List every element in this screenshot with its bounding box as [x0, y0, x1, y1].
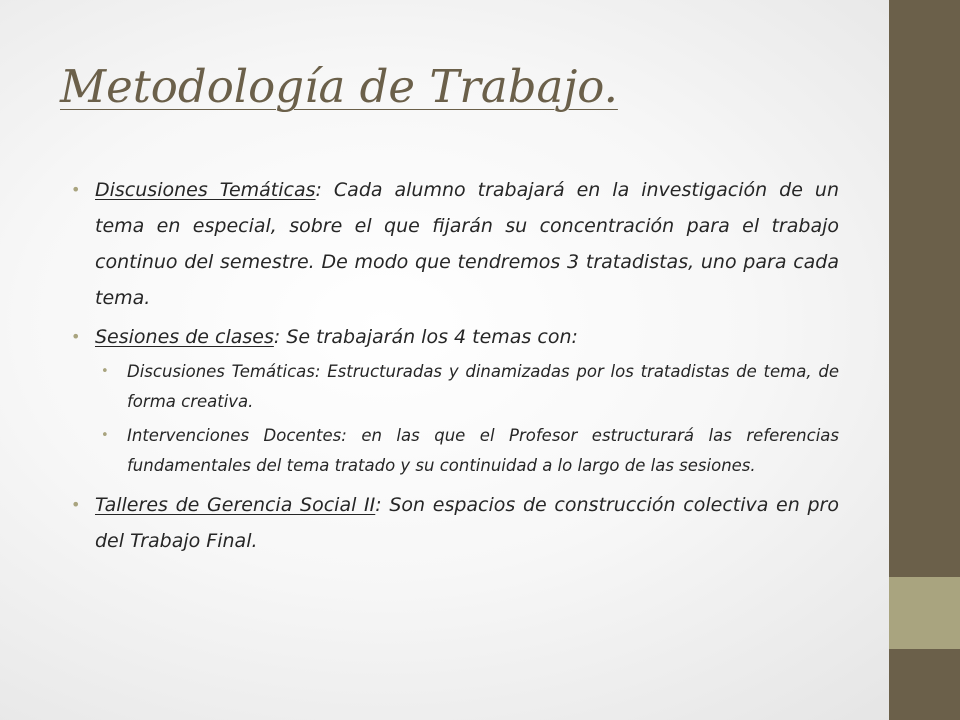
sub-bullet-discusiones: • Discusiones Temáticas: Estructuradas y dinamizadas por los tratadistas de tema, de forma creativa.: [101, 357, 839, 417]
bullet-text: : Son espacios de construcción colectiva en pro del Trabajo Final.: [95, 494, 839, 552]
bullet-term: Discusiones Temáticas: [95, 179, 316, 201]
sub-bullet-intervenciones: • Intervenciones Docentes: en las que el Profesor estructurará las referencias fundamentales del tema tratado y su continuidad a lo largo de las sesiones.: [101, 421, 839, 481]
bullet-text: : Se trabajarán los 4 temas con:: [273, 326, 578, 348]
bullet-discusiones-tematicas: [71, 172, 839, 316]
bullet-term: Talleres de Gerencia Social II: [95, 494, 376, 516]
side-panel: [889, 0, 960, 720]
bullet-text: : Cada alumno trabajará en la investigación de un tema en especial, sobre el que fijarán su concentración para el trabajo continuo del semestre. De modo que tendremos 3 tratadistas, uno para cada tema.: [95, 179, 839, 309]
slide-title: Metodología de Trabajo.: [60, 60, 618, 113]
bullet-sesiones-de-clases: [71, 319, 839, 355]
bullet-term: Sesiones de clases: [95, 326, 274, 348]
bullet-talleres: [71, 487, 839, 559]
bullet-list: [71, 172, 839, 559]
sub-bullet-list: [101, 357, 839, 481]
side-accent-band: [889, 577, 960, 649]
